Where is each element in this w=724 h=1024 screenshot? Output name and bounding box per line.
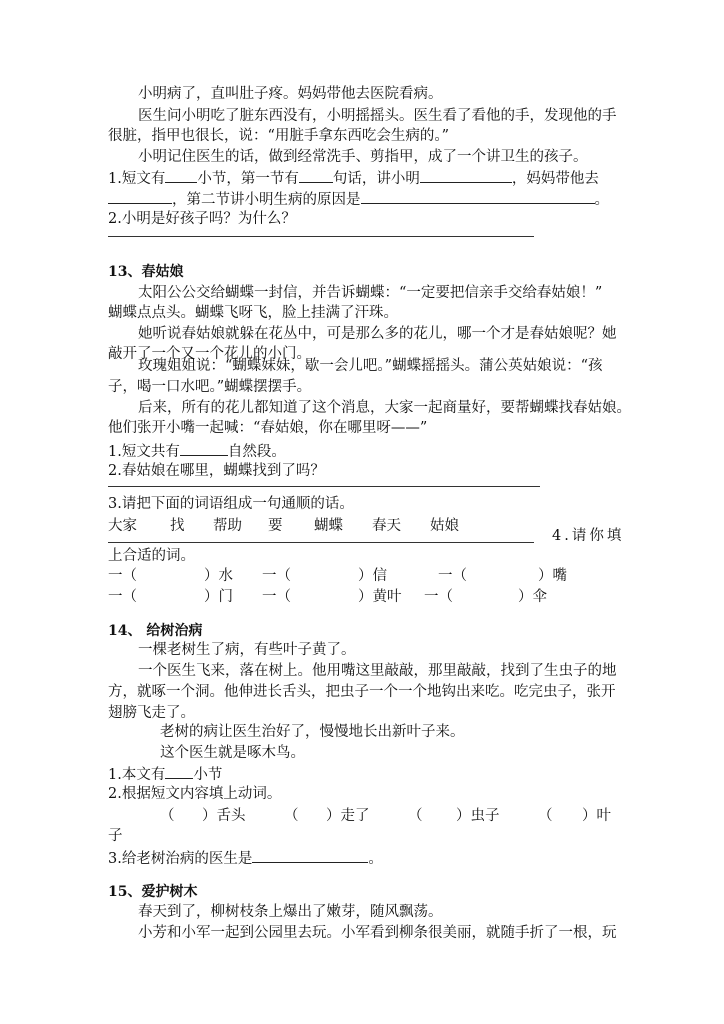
word: 春天: [372, 518, 401, 534]
question-text: ，妈妈带他去: [511, 171, 599, 187]
paragraph: 蝴蝶点点头。蝴蝶飞呀飞，脸上挂满了汗珠。: [108, 305, 398, 321]
answer-blank[interactable]: [299, 167, 333, 183]
paragraph: 一棵老树生了病，有些叶子黄了。: [138, 642, 356, 658]
fill-text: （: [538, 808, 553, 824]
answer-line[interactable]: [108, 236, 534, 237]
answer-blank[interactable]: [361, 188, 595, 204]
question-2: 2.小明是好孩子吗？为什么？: [108, 211, 296, 227]
fill-text: ）走了: [326, 808, 370, 824]
paragraph: 一个医生飞来，落在树上。他用嘴这里敲敲，那里敲敲，找到了生虫子的地: [138, 663, 617, 679]
question-text: 小节: [193, 767, 223, 783]
paragraph: 敲开了一个又一个花儿的小门。: [108, 346, 311, 362]
question-text: 自然段。: [227, 444, 286, 460]
question-3: 3.请把下面的词语组成一句通顺的话。: [108, 496, 354, 512]
fill-text: （: [160, 808, 175, 824]
answer-blank[interactable]: [420, 167, 512, 183]
paragraph: 太阳公公交给蝴蝶一封信，并告诉蝴蝶：“一定要把信亲手交给春姑娘！”: [138, 285, 603, 301]
question-1-cont: [108, 188, 609, 210]
word: 姑娘: [430, 518, 459, 534]
fill-text: 一（: [424, 589, 453, 605]
paragraph: 很脏，指甲也很长，说：“用脏手拿东西吃会生病的。”: [108, 128, 450, 144]
paragraph: 医生问小明吃了脏东西没有，小明摇摇头。医生看了看他的手，发现他的手: [138, 108, 617, 124]
answer-line[interactable]: [108, 486, 540, 487]
fill-text: ）叶: [582, 808, 611, 824]
paragraph: 春天到了，柳树枝条上爆出了嫩芽，随风飘荡。: [138, 904, 443, 920]
word: 大家: [108, 518, 137, 534]
question-text: 1.短文有: [108, 171, 166, 187]
question-3: [108, 847, 383, 869]
answer-blank[interactable]: [165, 763, 193, 779]
section-title: 13、春姑娘: [108, 264, 184, 280]
paragraph: 老树的病让医生治好了，慢慢地长出新叶子来。: [160, 724, 465, 740]
section-title: 15、爱护树木: [108, 884, 198, 900]
question-text: 1.短文共有: [108, 444, 180, 460]
paragraph: 他们张开小嘴一起喊：“春姑娘，你在哪里呀——”: [108, 420, 428, 436]
paragraph: 翅膀飞走了。: [108, 705, 195, 721]
answer-blank[interactable]: [165, 167, 197, 183]
question-text: ，第二节讲小明生病的原因是: [172, 192, 361, 208]
fill-text: ）虫子: [456, 808, 500, 824]
word: 找: [170, 518, 185, 534]
paragraph: 小明病了，直叫肚子疼。妈妈带他去医院看病。: [138, 86, 443, 102]
word: 蝴蝶: [314, 518, 343, 534]
answer-line[interactable]: [108, 542, 534, 543]
question-text: 。: [594, 192, 609, 208]
question-text: 句话，讲小明: [332, 171, 420, 187]
fill-text: （: [408, 808, 423, 824]
paragraph: 她听说春姑娘就躲在花丛中，可是那么多的花儿，哪一个才是春姑娘呢？她: [138, 326, 617, 342]
question-4: 4.请你填: [552, 528, 625, 544]
question-text: 。: [368, 851, 383, 867]
fill-text: ）伞: [518, 589, 547, 605]
fill-text: 一（: [108, 568, 137, 584]
paragraph: 小明记住医生的话，做到经常洗手、剪指甲，成了一个讲卫生的孩子。: [138, 149, 588, 165]
fill-row-cont: 子: [108, 828, 123, 844]
paragraph: 玫瑰姐姐说：“蝴蝶妹妹，歇一会儿吧。”蝴蝶摇摇头。蒲公英姑娘说：“孩: [138, 358, 603, 374]
fill-text: 一（: [108, 589, 137, 605]
answer-blank[interactable]: [252, 847, 368, 863]
fill-text: （: [284, 808, 299, 824]
question-text: 3.给老树治病的医生是: [108, 851, 253, 867]
question-2: 2.春姑娘在哪里，蝴蝶找到了吗？: [108, 463, 325, 479]
fill-text: ）黄叶: [358, 589, 402, 605]
word: 帮助: [213, 518, 242, 534]
paragraph: 这个医生就是啄木鸟。: [160, 745, 305, 761]
fill-text: ）门: [204, 589, 233, 605]
paragraph: 小芳和小军一起到公园里去玩。小军看到柳条很美丽，就随手折了一根，玩: [138, 925, 617, 941]
question-1: [108, 167, 599, 189]
fill-text: ）水: [204, 568, 233, 584]
paragraph: 方，就啄一个洞。他伸进长舌头，把虫子一个一个地钩出来吃。吃完虫子，张开: [108, 684, 616, 700]
fill-text: ）嘴: [538, 568, 567, 584]
fill-text: ）信: [358, 568, 387, 584]
question-1: [108, 763, 222, 785]
paragraph: 子，喝一口水吧。”蝴蝶摆摆手。: [108, 379, 312, 395]
section-title: 14、 给树治病: [108, 623, 203, 639]
answer-blank[interactable]: [108, 188, 172, 204]
fill-text: 一（: [262, 568, 291, 584]
question-text: 小节，第一节有: [197, 171, 299, 187]
answer-blank[interactable]: [180, 440, 228, 456]
paragraph: 后来，所有的花儿都知道了这个消息，大家一起商量好，要帮蝴蝶找春姑娘。: [138, 400, 631, 416]
question-1: [108, 440, 286, 462]
question-4-cont: 上合适的词。: [108, 548, 195, 564]
fill-text: ）舌头: [202, 808, 246, 824]
question-text: 1.本文有: [108, 767, 166, 783]
fill-text: 一（: [438, 568, 467, 584]
question-2: 2.根据短文内容填上动词。: [108, 786, 282, 802]
word: 要: [268, 518, 283, 534]
fill-text: 一（: [262, 589, 291, 605]
